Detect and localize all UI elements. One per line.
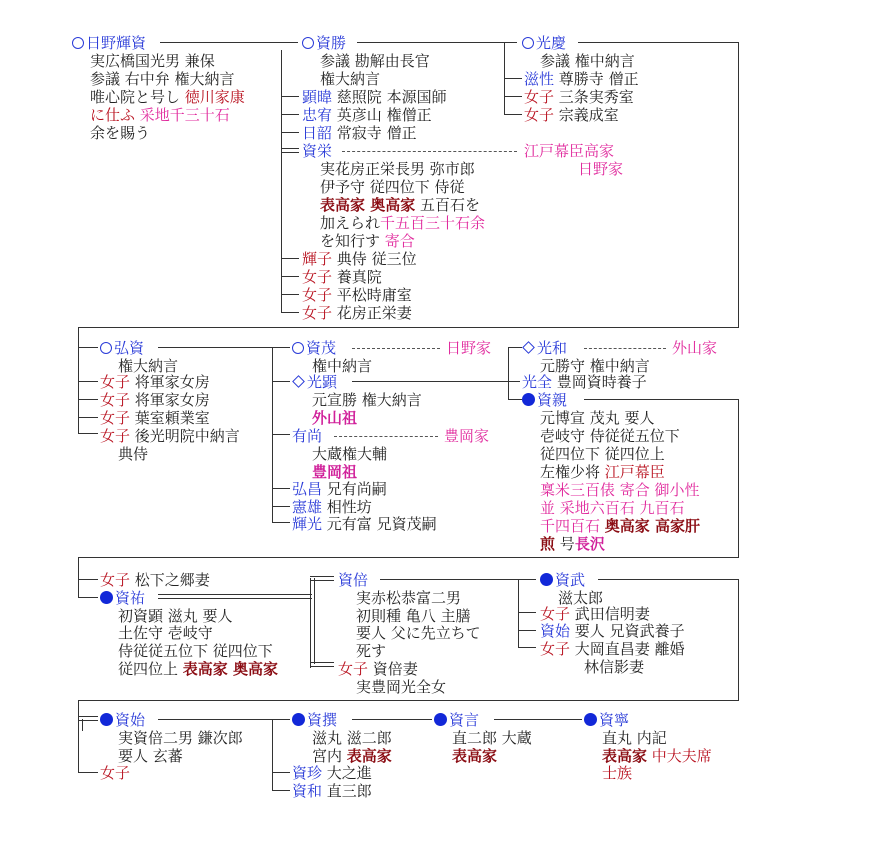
- b4-connector: [272, 790, 290, 791]
- mitsuaki-name: 光顕: [292, 373, 337, 391]
- filled-circle-icon: [100, 591, 113, 604]
- b2-connector: [352, 381, 520, 382]
- b3-connector: [380, 579, 536, 580]
- sukemasu-line: 要人 父に先立ちて: [356, 624, 481, 642]
- teruhide-line: 余を賜う: [90, 124, 151, 142]
- b2-children-connector: [78, 347, 79, 433]
- b4-connector: [78, 716, 98, 721]
- b4-sukeshi-line: 実資倍二男 鎌次郎: [118, 729, 243, 747]
- mitsuyoshi-name: 光慶: [522, 34, 566, 52]
- sukeyoshi-name: 資撰: [292, 711, 337, 729]
- arinao-line: 大蔵権大輔: [312, 445, 388, 463]
- b2-connector: [584, 399, 738, 400]
- b2-connector: [78, 433, 98, 434]
- b1-connector: [281, 96, 299, 97]
- b3-nyo4-cont: 林信影妻: [584, 658, 645, 676]
- b4-connector: [82, 719, 83, 731]
- b3-nyo1-row: 女子 松下之郷妻: [100, 571, 210, 589]
- b4-sukeshi-name: 資始: [100, 711, 145, 729]
- sukeshige-name: 資茂: [292, 339, 336, 357]
- sukeei-line: 実花房正栄長男 弥市郎: [320, 160, 475, 178]
- teruko-row: 輝子 典侍 従三位: [302, 250, 417, 268]
- b4-connector: [158, 719, 290, 720]
- mitsukazu-name: 光和: [522, 339, 567, 357]
- sukeyoshi-line: 滋丸 滋二郎: [312, 729, 392, 747]
- suketsu-line: 参議 勘解由長官: [320, 52, 430, 70]
- b2-connector: [78, 417, 98, 418]
- kenyu-row: 憲雄 相性坊: [292, 498, 372, 516]
- sukechika-line: 稟米三百俵 寄合 御小性: [540, 481, 700, 499]
- sukechika-line: 並 采地六百石 九百石: [540, 499, 685, 517]
- sukeei-line: を知行す 寄合: [320, 232, 415, 250]
- b2-connector: [272, 506, 290, 507]
- filled-circle-icon: [100, 713, 113, 726]
- b1-connector: [504, 96, 522, 97]
- sukeei-line: 表高家 奥高家 五百石を: [320, 196, 481, 214]
- b3-children-connector: [310, 578, 311, 668]
- b1-connector: [78, 327, 79, 347]
- sukemasu-name: 資倍: [338, 571, 369, 589]
- b4-children-connector: [272, 719, 273, 791]
- b3-nyo2-cont: 実豊岡光全女: [356, 678, 447, 696]
- b1-connector: [281, 312, 299, 313]
- b3-children-connector: [518, 579, 519, 647]
- b2-branch-dash: [584, 348, 666, 349]
- b3-connector: [78, 700, 739, 701]
- sukeei-branch: 江戸幕臣高家: [524, 142, 615, 160]
- b1-connector: [738, 42, 739, 327]
- sukekoto-line: 直二郎 大蔵: [452, 729, 532, 747]
- b2-connector: [78, 557, 79, 597]
- sukeyoshi-line: 宮内 表高家: [312, 747, 392, 765]
- b2-connector: [78, 557, 739, 558]
- sukehiro-line: 侍従従五位下 従四位下: [118, 642, 273, 660]
- b2-nyo3-row: 女子 葉室頼業室: [100, 409, 210, 427]
- b4-connector: [272, 772, 290, 773]
- nissho-row: 日韶 常寂寺 僧正: [302, 124, 417, 142]
- suketake-name: 資武: [540, 571, 585, 589]
- b3-connector: [158, 594, 312, 599]
- b2-nyo2-row: 女子 将軍家女房: [100, 391, 210, 409]
- b2-nyo4-row: 女子 後光明院中納言: [100, 427, 240, 445]
- b1-connector: [78, 327, 739, 328]
- b1-connector: [504, 114, 522, 115]
- filled-circle-icon: [434, 713, 447, 726]
- sukechika-line: 左権少将 江戸幕臣: [540, 463, 665, 481]
- sukeshige-branch: 日野家: [446, 339, 492, 357]
- arinao-name: 有尚: [292, 427, 323, 445]
- b2-connector: [78, 347, 98, 348]
- kenichi-row: 顕暐 慈照院 本源国師: [302, 88, 447, 106]
- b4-connector: [78, 772, 98, 773]
- b2-connector: [78, 381, 98, 382]
- b2-connector: [508, 399, 522, 400]
- terumitsu-row: 輝光 元有富 兄資茂嗣: [292, 515, 437, 533]
- mitsukazu-branch: 外山家: [672, 339, 718, 357]
- b1-connector: [160, 42, 298, 43]
- b3-connector: [518, 647, 536, 648]
- b1-connector: [504, 78, 522, 79]
- ring-icon: [302, 37, 314, 49]
- b2-connector: [272, 434, 290, 435]
- b2-connector: [508, 347, 522, 348]
- b1-nyo2-row: 女子 平松時庸室: [302, 286, 412, 304]
- sukehiro-line: 初資顕 滋丸 要人: [118, 607, 233, 625]
- filled-circle-icon: [584, 713, 597, 726]
- b4-sukeshi-line: 要人 玄蕃: [118, 747, 183, 765]
- b2-connector: [272, 381, 290, 382]
- suketake-line: 滋太郎: [558, 589, 604, 607]
- b3-children-connector: [314, 578, 315, 664]
- ring-icon: [292, 342, 304, 354]
- arinao-line: 豊岡祖: [312, 463, 358, 481]
- mitsuaki-line: 元宣勝 権大納言: [312, 391, 422, 409]
- sukemasu-line: 初則種 亀八 主膳: [356, 607, 471, 625]
- arinao-branch: 豊岡家: [444, 427, 490, 445]
- b3-connector: [78, 597, 98, 598]
- sukeei-name: 資栄: [302, 142, 333, 160]
- b2-connector: [272, 488, 290, 489]
- b3-nyo4-row: 女子 大岡直昌妻 離婚: [540, 640, 685, 658]
- b3-nyo2-row: 女子 資倍妻: [338, 660, 418, 678]
- suketei-line: 直丸 内記: [602, 729, 667, 747]
- sukehiro-line: 従四位上 表高家 奥高家: [118, 660, 279, 678]
- filled-circle-icon: [540, 573, 553, 586]
- mitsuaki-line: 外山祖: [312, 409, 358, 427]
- b3-connector: [518, 612, 536, 613]
- suketei-line: 表高家 中大夫席: [602, 747, 712, 765]
- diamond-icon: [292, 375, 305, 388]
- b2-connector: [272, 522, 290, 523]
- b3-connector: [518, 630, 536, 631]
- b1-connector: [281, 276, 299, 277]
- suketei-line: 士族: [602, 764, 633, 782]
- b1-branch-dash: [342, 151, 517, 152]
- sukechika-line: 壱岐守 侍従従五位下: [540, 427, 680, 445]
- sukeei-branch: 日野家: [578, 160, 624, 178]
- teruhide-name: 日野輝資: [72, 34, 146, 52]
- hirosuke-line: 権大納言: [118, 357, 179, 375]
- teruhide-line: 実広橋国光男 兼保: [90, 52, 215, 70]
- sukekazu-row: 資和 直三郎: [292, 782, 372, 800]
- b1-connector: [281, 148, 299, 153]
- b1-connector: [281, 114, 299, 115]
- mitsuyoshi-line: 参議 権中納言: [540, 52, 635, 70]
- sukechika-line: 煎 号長沢: [540, 535, 605, 553]
- sukeei-line: 加えられ千五百三十石余: [320, 214, 486, 232]
- mitsukazu-line: 元勝守 権中納言: [540, 357, 650, 375]
- sukemasu-line: 死す: [356, 642, 387, 660]
- b2-nyo4-cont: 典侍: [118, 445, 149, 463]
- b3-nyo3-row: 女子 武田信明妻: [540, 605, 650, 623]
- sukeshige-line: 権中納言: [312, 357, 373, 375]
- suketsu-name: 資勝: [302, 34, 346, 52]
- b1-nyo3-row: 女子 花房正栄妻: [302, 304, 412, 322]
- sukemasu-line: 実赤松恭富二男: [356, 589, 462, 607]
- b1-connector: [281, 132, 299, 133]
- sukechika-line: 元博宣 茂丸 要人: [540, 409, 655, 427]
- b1-connector: [357, 42, 517, 43]
- teruhide-line: 参議 右中弁 権大納言: [90, 70, 235, 88]
- ring-icon: [72, 37, 84, 49]
- sukechika-name: 資親: [522, 391, 567, 409]
- b1-children-connector: [281, 50, 282, 312]
- jisho-row: 滋性 尊勝寺 僧正: [524, 70, 639, 88]
- b3-connector: [310, 662, 334, 667]
- b2-connector: [78, 399, 98, 400]
- b4-connector: [352, 719, 432, 720]
- b1-nyo4-row: 女子 三条実秀室: [524, 88, 634, 106]
- b3-sukeshi-row: 資始 要人 兄資武養子: [540, 622, 685, 640]
- mitsumata-row: 光全 豊岡資時養子: [522, 373, 647, 391]
- diamond-icon: [522, 341, 535, 354]
- b4-connector: [494, 719, 582, 720]
- suketei-name: 資寧: [584, 711, 629, 729]
- sukekoto-line: 表高家: [452, 747, 498, 765]
- b3-connector: [598, 579, 738, 580]
- hiromasa-row: 弘昌 兄有尚嗣: [292, 480, 387, 498]
- sukekoto-name: 資言: [434, 711, 479, 729]
- b1-nyo5-row: 女子 宗義成室: [524, 106, 619, 124]
- hirosuke-name: 弘資: [100, 339, 144, 357]
- sukechin-row: 資珍 大之進: [292, 764, 372, 782]
- sukehiro-name: 資祐: [100, 589, 145, 607]
- b2-children-connector: [508, 347, 509, 399]
- ring-icon: [522, 37, 534, 49]
- b3-connector: [310, 576, 334, 581]
- ring-icon: [100, 342, 112, 354]
- b2-connector: [158, 347, 290, 348]
- teruhide-line: 唯心院と号し 徳川家康: [90, 88, 245, 106]
- suketsu-line: 権大納言: [320, 70, 381, 88]
- sukechika-line: 千四百石 奥高家 高家肝: [540, 517, 701, 535]
- chuyu-row: 忠宥 英彦山 権僧正: [302, 106, 432, 124]
- b2-connector: [738, 399, 739, 557]
- b1-connector: [281, 294, 299, 295]
- sukeei-line: 伊予守 従四位下 侍従: [320, 178, 465, 196]
- b3-connector: [78, 579, 98, 580]
- b1-nyo1-row: 女子 養真院: [302, 268, 382, 286]
- b1-connector: [578, 42, 738, 43]
- b3-connector: [738, 579, 739, 700]
- sukechika-line: 従四位下 従四位上: [540, 445, 665, 463]
- b2-nyo1-row: 女子 将軍家女房: [100, 373, 210, 391]
- b4-nyo1-name: 女子: [100, 764, 131, 782]
- sukehiro-line: 土佐守 壱岐守: [118, 624, 213, 642]
- b4-children-connector: [78, 716, 79, 772]
- filled-circle-icon: [522, 393, 535, 406]
- b1-connector: [281, 258, 299, 259]
- filled-circle-icon: [292, 713, 305, 726]
- teruhide-line: に仕ふ 采地千三十石: [90, 106, 230, 124]
- b2-branch-dash: [352, 348, 440, 349]
- b2-branch-dash: [334, 436, 438, 437]
